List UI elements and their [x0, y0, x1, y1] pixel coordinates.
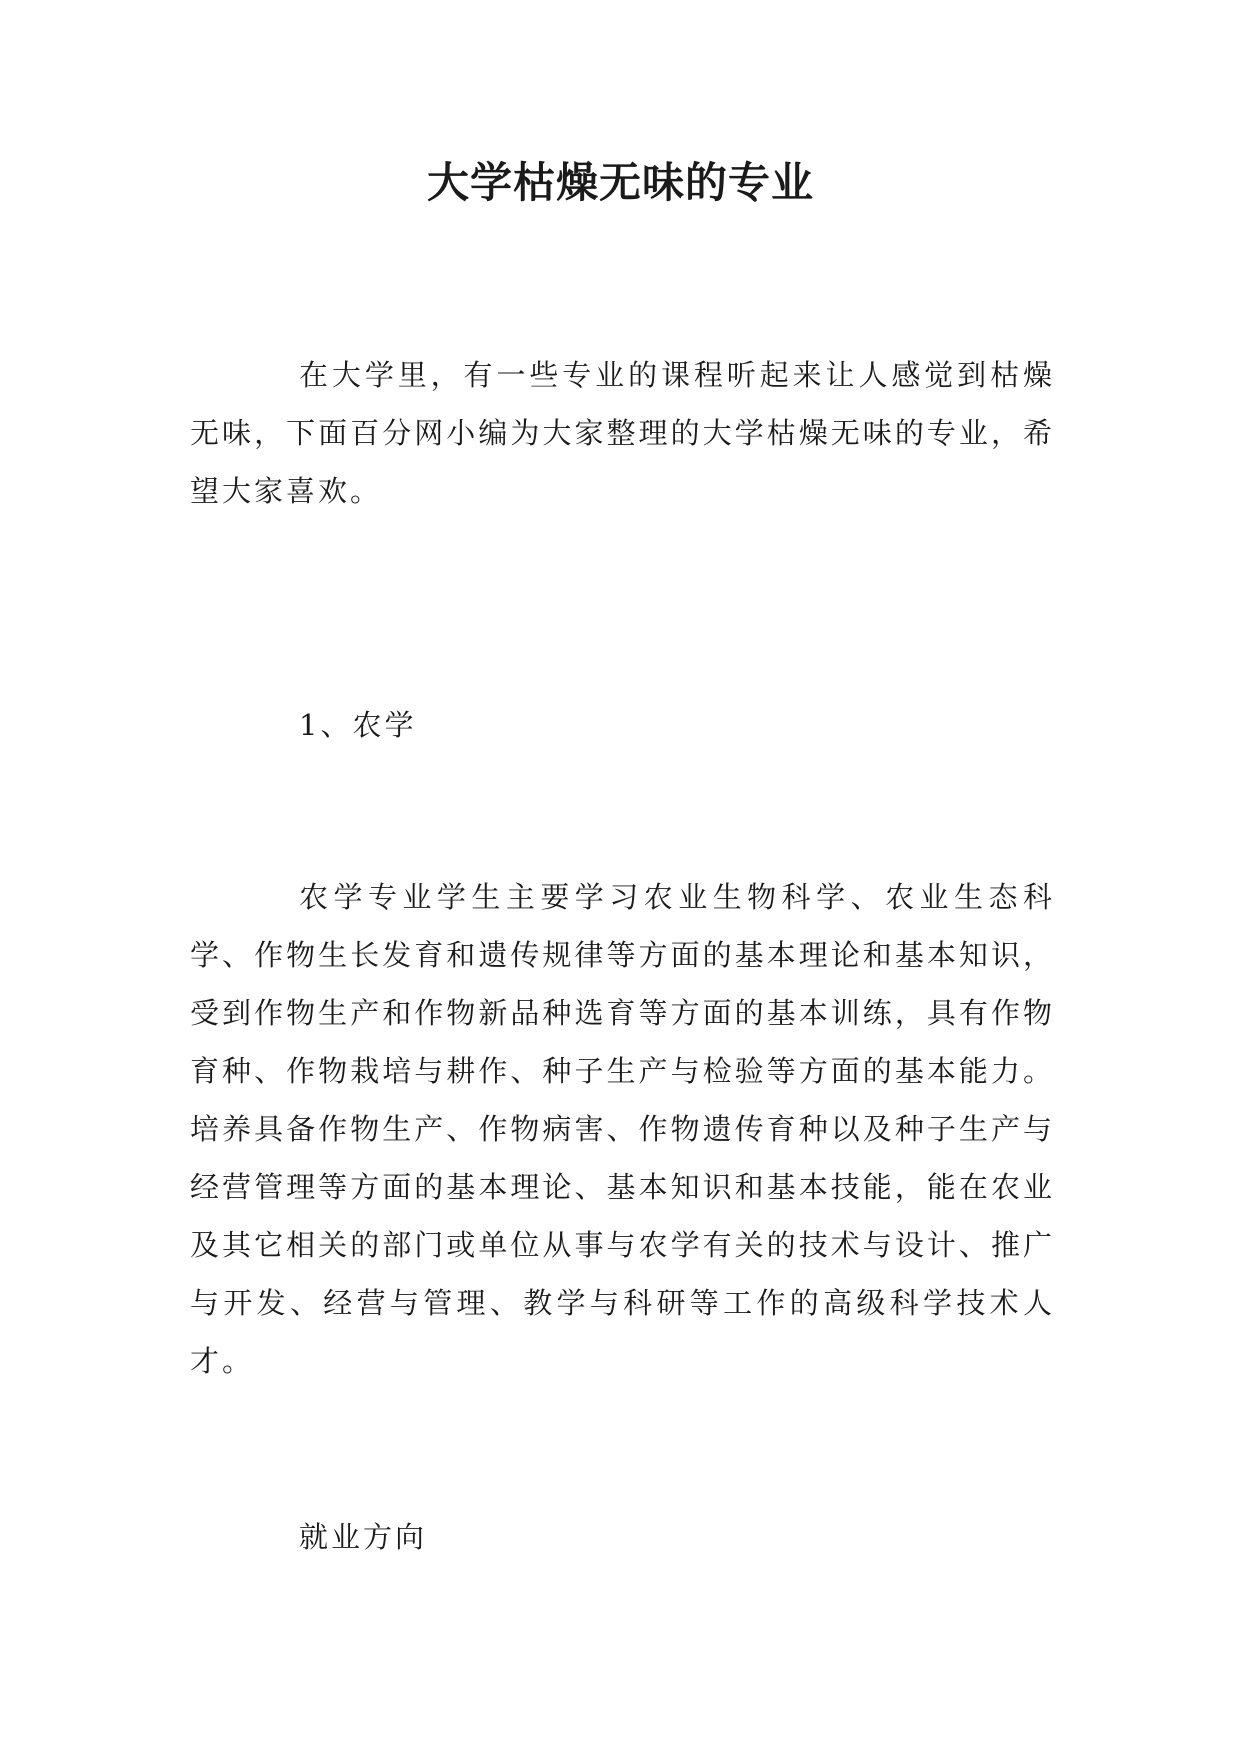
- intro-paragraph: 在大学里，有一些专业的课程听起来让人感觉到枯燥无味，下面百分网小编为大家整理的大学枯燥无味的专业，希望大家喜欢。: [190, 358, 1055, 508]
- page-title: 大学枯燥无味的专业: [426, 158, 814, 207]
- subheading-career-direction: 就业方向: [299, 1520, 428, 1554]
- section-body-agronomy: 农学专业学生主要学习农业生物科学、农业生态科学、作物生长发育和遗传规律等方面的基本理论和基本知识，受到作物生产和作物新品种选育等方面的基本训练，具有作物育种、作物栽培与耕作、种子生产与检验等方面的基本能力。培养具备作物生产、作物病害、作物遗传育种以及种子生产与经营管理等方面的基本理论、基本知识和基本技能，能在农业及其它相关的部门或单位从事与农学有关的技术与设计、推广与开发、经营与管理、教学与科研等工作的高级科学技术人才。: [190, 880, 1055, 1378]
- section-heading-agronomy: 1、农学: [299, 708, 417, 742]
